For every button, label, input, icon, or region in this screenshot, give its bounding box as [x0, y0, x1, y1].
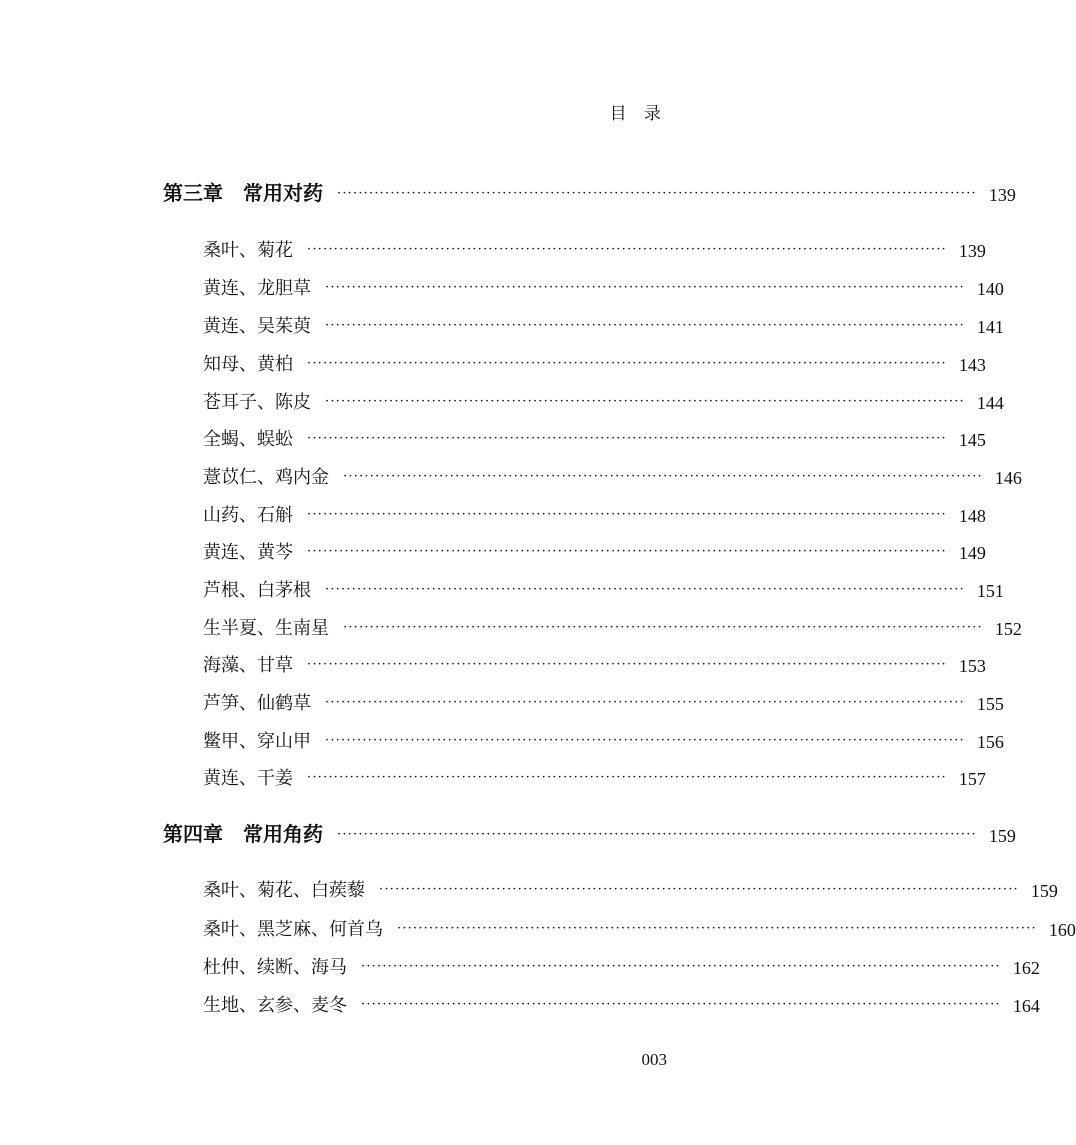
entry-title: 山药、石斛: [203, 505, 293, 526]
entry-title: 鳖甲、穿山甲: [203, 731, 311, 752]
page-number: 140: [976, 279, 1004, 299]
page-number: 152: [994, 619, 1022, 639]
toc-entry[interactable]: [203, 388, 1004, 414]
entry-title: 生半夏、生南星: [203, 618, 329, 639]
dot-leader: ························································································································: [325, 318, 965, 333]
toc-entry[interactable]: [203, 501, 986, 527]
page-number: 149: [958, 543, 986, 563]
entry-title: 桑叶、菊花: [203, 240, 293, 261]
toc-chapter[interactable]: [163, 180, 1016, 206]
dot-leader: ························································································································: [325, 394, 965, 409]
toc-entry[interactable]: [203, 953, 1040, 979]
dot-leader: ························································································································: [337, 827, 977, 842]
dot-leader: ························································································································: [307, 657, 947, 672]
dot-leader: ························································································································: [361, 959, 1001, 974]
entry-title: 黄连、黄芩: [203, 542, 293, 563]
page-number: 155: [976, 694, 1004, 714]
entry-title: 知母、黄柏: [203, 354, 293, 375]
page-number: 151: [976, 581, 1004, 601]
entry-title: 黄连、龙胆草: [203, 278, 311, 299]
entry-title: 杜仲、续断、海马: [203, 957, 347, 978]
page-number: 157: [958, 769, 986, 789]
toc-entry[interactable]: [203, 991, 1040, 1017]
dot-leader: ························································································································: [307, 356, 947, 371]
entry-title: 桑叶、菊花、白蒺藜: [203, 880, 365, 901]
toc-entry[interactable]: [203, 538, 986, 564]
entry-title: 芦根、白茅根: [203, 580, 311, 601]
toc-entry[interactable]: [203, 651, 986, 677]
dot-leader: ························································································································: [307, 242, 947, 257]
dot-leader: ························································································································: [307, 431, 947, 446]
dot-leader: ························································································································: [307, 544, 947, 559]
dot-leader: ························································································································: [343, 620, 983, 635]
toc-entry[interactable]: [203, 876, 1058, 902]
toc-entry[interactable]: [203, 463, 1022, 489]
dot-leader: ························································································································: [337, 186, 977, 201]
page-number: 153: [958, 656, 986, 676]
running-header: 目 录: [609, 104, 667, 124]
page-number: 164: [1012, 996, 1040, 1016]
dot-leader: ························································································································: [343, 469, 983, 484]
chapter-title: 第四章 常用角药: [163, 822, 323, 846]
dot-leader: ························································································································: [325, 733, 965, 748]
dot-leader: ························································································································: [397, 921, 1037, 936]
entry-title: 芦笋、仙鹤草: [203, 693, 311, 714]
entry-title: 苍耳子、陈皮: [203, 392, 311, 413]
toc-chapter[interactable]: [163, 821, 1016, 847]
entry-title: 全蝎、蜈蚣: [203, 429, 293, 450]
page-number: 160: [1048, 920, 1076, 940]
page-number: 159: [1030, 881, 1058, 901]
toc-entry[interactable]: [203, 576, 1004, 602]
toc-entry[interactable]: [203, 689, 1004, 715]
toc-entry[interactable]: [203, 764, 986, 790]
toc-entry[interactable]: [203, 236, 986, 262]
page-number: 162: [1012, 958, 1040, 978]
dot-leader: ························································································································: [307, 770, 947, 785]
dot-leader: ························································································································: [361, 997, 1001, 1012]
page-number: 141: [976, 317, 1004, 337]
page-number: 139: [988, 185, 1016, 205]
page-number: 143: [958, 355, 986, 375]
page-number: 159: [988, 826, 1016, 846]
toc-entry[interactable]: [203, 350, 986, 376]
entry-title: 海藻、甘草: [203, 655, 293, 676]
page-number: 144: [976, 393, 1004, 413]
entry-title: 桑叶、黑芝麻、何首乌: [203, 919, 383, 940]
dot-leader: ························································································································: [325, 280, 965, 295]
folio-page-number: 003: [641, 1050, 667, 1069]
page-number: 139: [958, 241, 986, 261]
dot-leader: ························································································································: [325, 695, 965, 710]
toc-entry[interactable]: [203, 274, 1004, 300]
toc-entry[interactable]: [203, 614, 1022, 640]
toc-entry[interactable]: [203, 312, 1004, 338]
page-number: 156: [976, 732, 1004, 752]
dot-leader: ························································································································: [325, 582, 965, 597]
page-number: 145: [958, 430, 986, 450]
dot-leader: ························································································································: [379, 882, 1019, 897]
page-number: 148: [958, 506, 986, 526]
dot-leader: ························································································································: [307, 507, 947, 522]
entry-title: 薏苡仁、鸡内金: [203, 467, 329, 488]
page-number: 146: [994, 468, 1022, 488]
entry-title: 黄连、干姜: [203, 768, 293, 789]
toc-entry[interactable]: [203, 915, 1076, 941]
chapter-title: 第三章 常用对药: [163, 181, 323, 205]
toc-entry[interactable]: [203, 727, 1004, 753]
entry-title: 生地、玄参、麦冬: [203, 995, 347, 1016]
toc-entry[interactable]: [203, 425, 986, 451]
entry-title: 黄连、吴茱萸: [203, 316, 311, 337]
